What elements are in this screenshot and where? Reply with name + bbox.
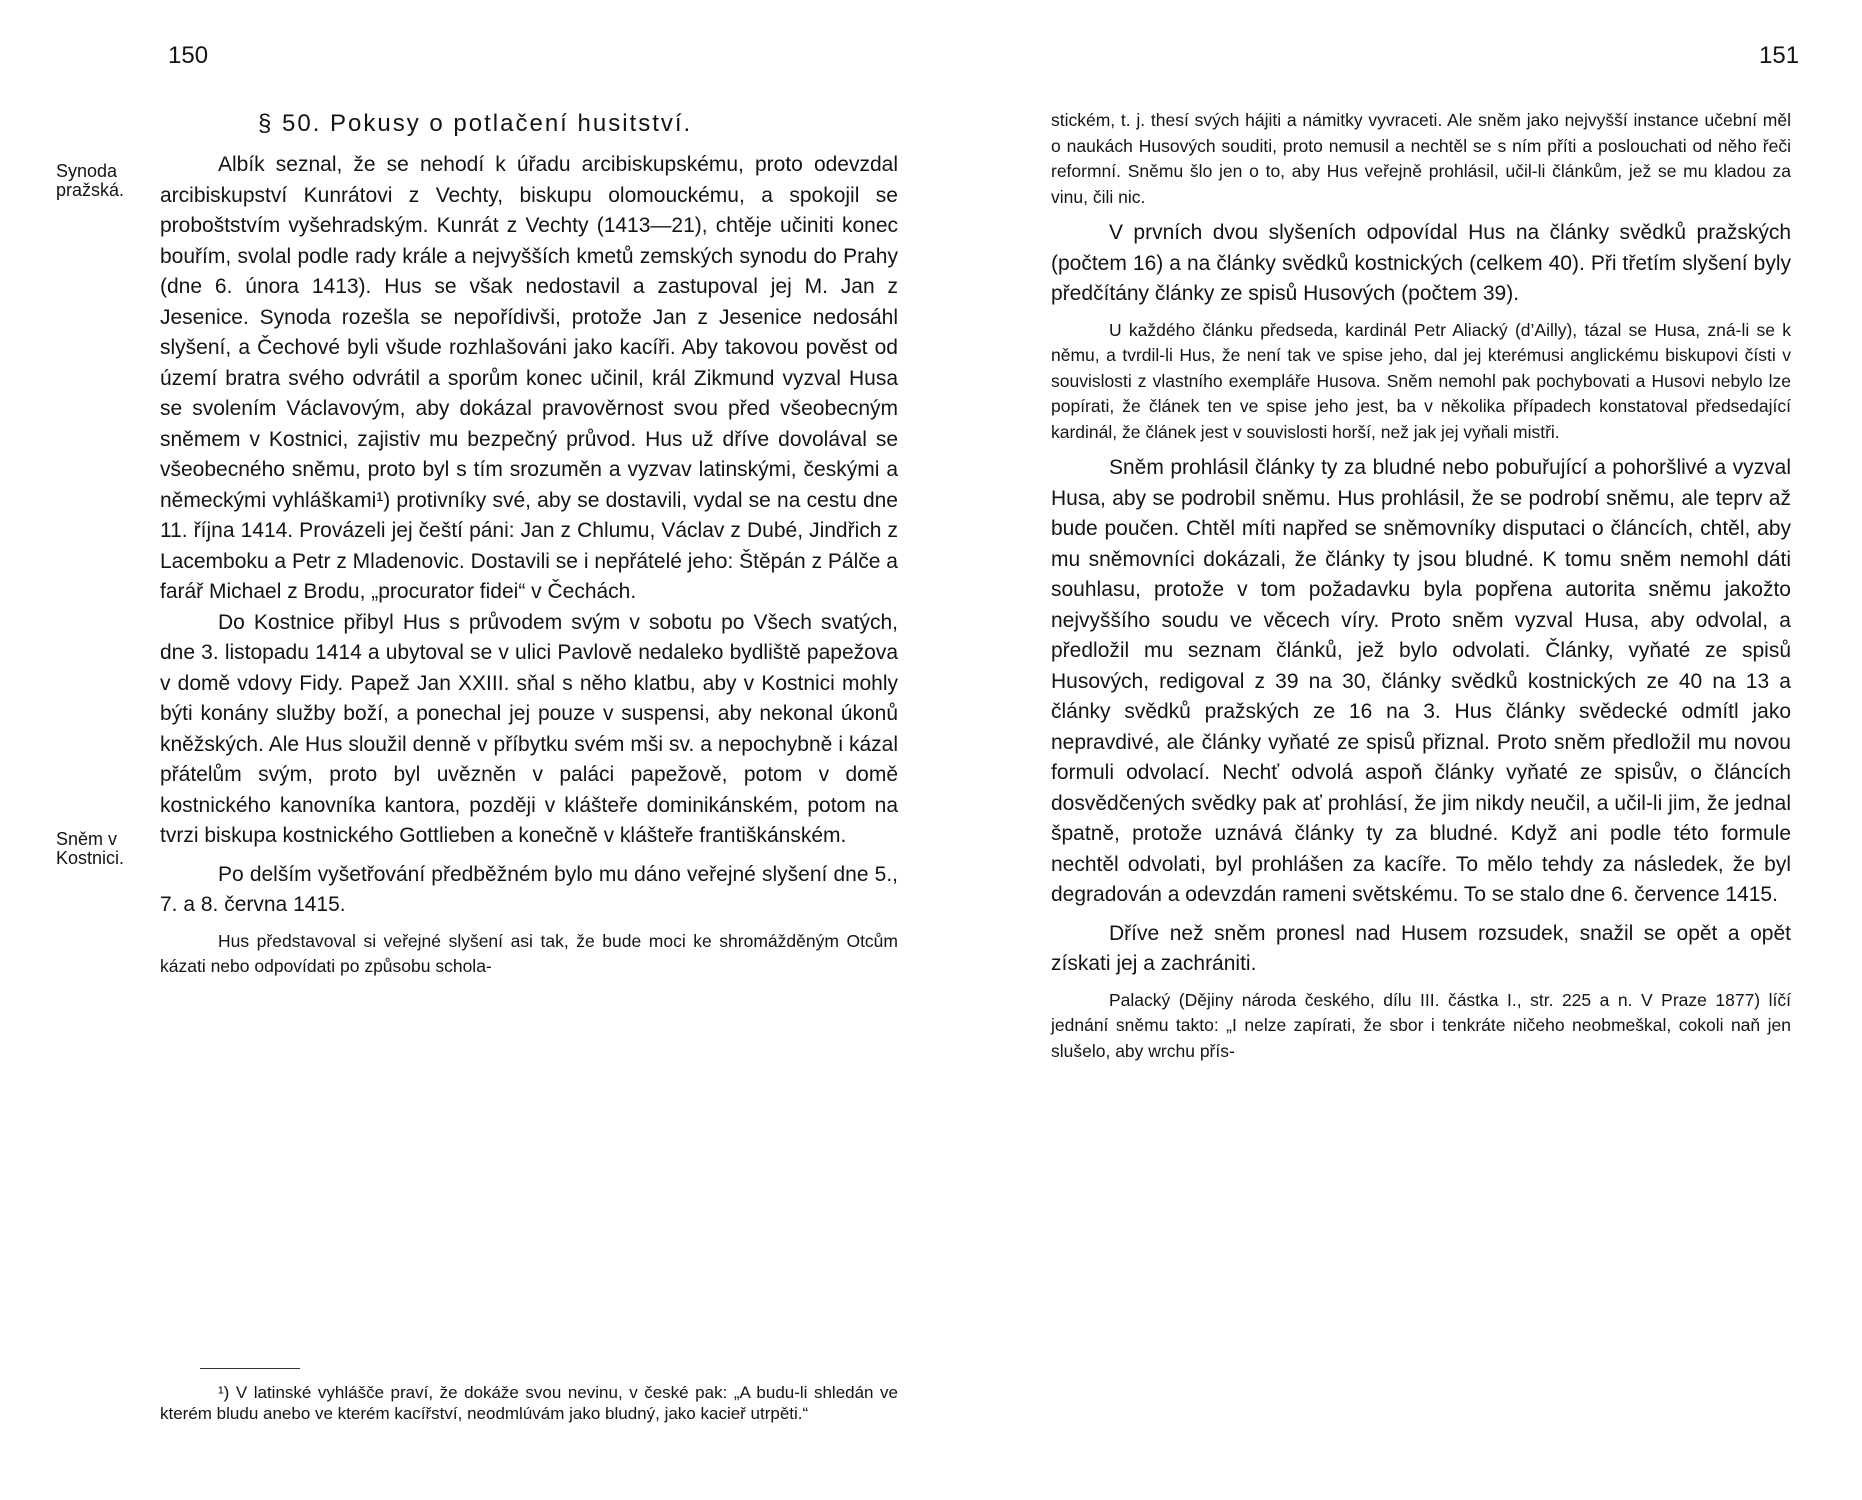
footnote-block — [160, 1382, 898, 1424]
page-number-left: 150 — [168, 42, 209, 69]
section-heading: § 50. Pokusy o potlačení husitství. — [258, 110, 693, 137]
footnote-rule — [200, 1368, 300, 1369]
paragraph: Sněm prohlásil články ty za bludné nebo pobuřující a pohoršlivé a vyzval Husa, aby se podrobil sněmu. Hus prohlásil, že se podrobí sněmu, ale teprv až bude poučen. Chtěl míti napřed se sněmovníky disputaci o článcích, chtěl, aby mu sněmovníci dokázali, že články ty jsou bludné. K tomu sněm nemohl dáti souhlasu, protože v tom požadavku byla popřena autorita sněmu jakožto nejvyššího soudu ve věcech víry. Proto sněm vyzval Husa, aby odvolal, a předložil mu seznam článků, jež bylo odvolati. Články, vyňaté ze spisů Husových, redigoval z 39 na 30, články svědků kostnických ze 40 na 13 a články svědků pražských ze 16 na 3. Hus články svědecké odmítl jako nepravdivé, ale články vyňaté ze spisů přiznal. Proto sněm předložil mu novou formuli odvolací. Nechť odvolá aspoň články vyňaté ze spisův, o článcích dosvědčených svědky pak ať prohlásí, že jim nikdy neučil, a učil-li jim, že jednal špatně, protože uznává články ty za bludné. Když ani podle této formule nechtěl odvolati, byl prohlášen za kacíře. To mělo tehdy za následek, že byl degradován a odevzdán rameni světskému. To se stalo dne 6. července 1415. — [1051, 456, 1791, 906]
small-paragraph: Hus představoval si veřejné slyšení asi tak, že bude moci ke shromážděným Otcům kázati nebo odpovídati po způsobu schola- — [160, 930, 898, 976]
paragraph: U každého článku předseda, kardinál Petr Aliacký (d’Ailly), tázal se Husa, zná-li se k němu, a tvrdil-li Hus, že není tak ve spise jeho, dal jej kterémusi anglickému biskupovi čísti v souvislosti z vlastního exempláře Husova. Sněm nemohl pak pochybovati a Husovi nebylo lze popírati, že článek ten ve spise jeho jest, ba v několika případech konstatoval předsedající kardinál, že článek jest v souvislosti horší, než jak jej vyňali mistři. — [1051, 319, 1791, 442]
paragraph: stickém, t. j. thesí svých hájiti a námitky vyvraceti. Ale sněm jako nejvyšší instance učební měl o naukách Husových souditi, proto nemusil a nechtěl se s ním příti a poslouchati od něho řeči reformní. Sněmu šlo jen o to, aby Hus veřejně prohlásil, učil-li článkům, jež se mu kladou za vinu, čili nic. — [1051, 110, 1791, 207]
margin-note-snem: Sněm v Kostnici. — [56, 829, 125, 868]
right-column — [1051, 108, 1791, 1064]
paragraph: Po delším vyšetřování předběžném bylo mu dáno veřejné slyšení dne 5., 7. a 8. června 1415. — [160, 862, 898, 916]
paragraph: Albík seznal, že se nehodí k úřadu arcibiskupskému, proto odevzdal arcibiskupství Kunrátovi z Vechty, biskupu olomouckému, a spokojil se proboštstvím vyšehradským. Kunrát z Vechty (1413—21), chtěje učiniti konec bouřím, svolal podle rady krále a nejvyšších kmetů zemských synodu do Prahy (dne 6. února 1413). Hus se však nedostavil a zastupoval jej M. Jan z Jesenice. Synoda rozešla se nepořídivši, protože Jan z Jesenice nedosáhl slyšení, a Čechové byli všude rozhlašováni jako kacíři. Aby takovou pověst od území bratra svého odvrátil a sporům konec učinil, král Zikmund vyzval Husa se svolením Václavovým, aby dokázal pravověrnost svou před všeobecným sněmem v Kostnici, zajistiv mu bezpečný průvod. Hus už dříve dovolával se všeobecného sněmu, proto byl s tím srozuměn a vyzvav latinskými, českými a německými vyhláškami¹) protivníky své, aby se dostavili, vydal se na cestu dne 11. října 1414. Provázeli jej čeští páni: Jan z Chlumu, Václav z Dubé, Jindřich z Lacemboku a Petr z Mladenovic. Dostavili se i nepřátelé jeho: Štěpán z Pálče a farář Michael z Brodu, „procurator fidei“ v Čechách. — [160, 153, 898, 603]
paragraph: Palacký (Dějiny národa českého, dílu III. částka I., str. 225 a n. V Praze 1877) líčí jednání sněmu takto: „I nelze zapírati, že sbor i tenkráte ničeho neobmeškal, cokoli naň jen slušelo, aby wrchu přís- — [1051, 989, 1791, 1061]
left-column — [160, 150, 898, 980]
footnote: ¹) V latinské vyhlášče praví, že dokáže svou nevinu, v české pak: „A budu-li shledán ve kterém bludu anebo ve kterém kacířství, neodmlúvám jako bludný, jako kacieř utrpěti.“ — [160, 1383, 898, 1423]
margin-note-synoda: Synoda pražská. — [56, 161, 125, 200]
paragraph: V prvních dvou slyšeních odpovídal Hus na články svědků pražských (počtem 16) a na články svědků kostnických (celkem 40). Při třetím slyšení byly předčítány články ze spisů Husových (počtem 39). — [1051, 221, 1791, 305]
page-number-right: 151 — [1759, 42, 1800, 69]
paragraph: Do Kostnice přibyl Hus s průvodem svým v sobotu po Všech svatých, dne 3. listopadu 1414 a ubytoval se v ulici Pavlově nedaleko bydliště papežova v domě vdovy Fidy. Papež Jan XXIII. sňal s něho klatbu, aby v Kostnici mohly býti konány služby boží, a ponechal jej pouze v suspensi, aby nekonal úkonů kněžských. Ale Hus sloužil denně v příbytku svém mši sv. a nepochybně i kázal přátelům svým, proto byl uvězněn v paláci papežově, potom v domě kostnického kanovníka kantora, později v klášteře dominikánském, potom na tvrzi biskupa kostnického Gottlieben a konečně v klášteře františkánském. — [160, 610, 898, 847]
paragraph: Dříve než sněm pronesl nad Husem rozsudek, snažil se opět a opět získati jej a zachrániti. — [1051, 921, 1791, 975]
right-page — [931, 0, 1862, 1500]
